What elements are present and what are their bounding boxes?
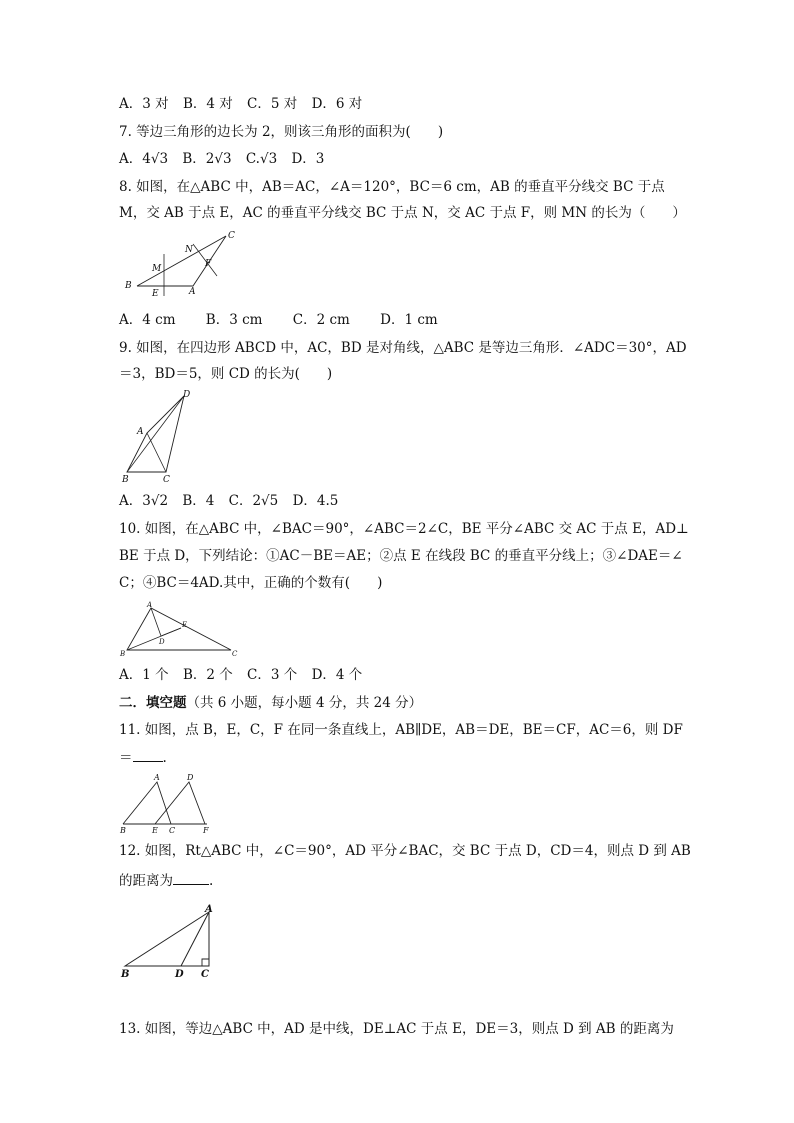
- q12-prefix: 的距离为: [119, 873, 173, 889]
- q7-option-a: A．4√3: [119, 151, 169, 167]
- q10-option-b: B．2 个: [182, 667, 233, 683]
- q6-option-a: A．3 对: [119, 96, 169, 112]
- q10-option-a: A．1 个: [119, 667, 169, 683]
- q8-option-b: B．3 cm: [205, 312, 263, 328]
- q7-option-b: B．2√3: [182, 151, 232, 167]
- q7-option-d: D．3: [291, 151, 325, 167]
- q13-stem-line1: 13. 如图，等边△ABC 中，AD 是中线，DE⊥AC 于点 E，DE＝3，则点 D 到 AB 的距离为: [119, 1021, 674, 1037]
- q12-label-b: B: [121, 969, 130, 980]
- q9-figure: [119, 388, 199, 484]
- q10-option-d: D．4 个: [311, 667, 363, 683]
- q8-label-b: B: [125, 281, 132, 291]
- q7-stem: 7. 等边三角形的边长为 2，则该三角形的面积为( ): [119, 124, 444, 140]
- q11-label-b: B: [120, 826, 126, 834]
- section-2-heading: [119, 694, 422, 712]
- section-2-title: 二．填空题: [119, 695, 187, 711]
- q8-label-f: F: [205, 259, 212, 269]
- q10-label-b: B: [120, 650, 126, 658]
- q9-label-b: B: [122, 475, 129, 484]
- q6-option-b: B．4 对: [182, 96, 233, 112]
- q10-label-c: C: [232, 650, 238, 658]
- q10-options: [119, 666, 372, 684]
- q8-label-e: E: [152, 289, 159, 299]
- q12-figure: [119, 904, 219, 980]
- q12-label-c: C: [201, 969, 209, 980]
- q9-stem-line1: 9. 如图，在四边形 ABCD 中，AC，BD 是对角线，△ABC 是等边三角形．∠ADC＝30°，AD: [119, 340, 687, 356]
- q9-option-a: A．3√2: [119, 493, 169, 509]
- q11-label-e: E: [152, 826, 158, 834]
- q10-label-e: E: [182, 621, 188, 629]
- q12-triangle: [125, 912, 209, 966]
- section-2-note: （共 6 小题，每小题 4 分，共 24 分）: [186, 695, 423, 711]
- q9-diagonal-ac: [147, 433, 166, 472]
- q11-label-c: C: [169, 826, 176, 834]
- q8-label-m: M: [152, 264, 162, 274]
- q9-stem-line2: ＝3，BD＝5，则 CD 的长为( ): [119, 366, 333, 382]
- q11-triangle-def: [155, 782, 205, 824]
- q11-stem-line1: 11. 如图，点 B，E，C，F 在同一条直线上，AB∥DE，AB＝DE，BE＝CF，AC＝6，则 DF: [119, 722, 683, 738]
- q12-label-a: A: [205, 904, 213, 915]
- q10-segment-de: [161, 628, 181, 636]
- q8-options: [119, 311, 448, 329]
- q8-option-c: C．2 cm: [292, 312, 350, 328]
- q11-answer-blank[interactable]: [133, 748, 163, 762]
- q9-label-d: D: [183, 390, 191, 400]
- q10-stem-line3: C；④BC＝4AD.其中，正确的个数有( ): [119, 575, 383, 591]
- q11-prefix: ＝: [119, 750, 133, 766]
- q6-option-c: C．5 对: [247, 96, 298, 112]
- q11-label-d: D: [187, 773, 194, 782]
- q8-figure: [119, 228, 239, 304]
- q11-label-f: F: [203, 826, 209, 834]
- q12-right-angle-mark: [202, 959, 209, 966]
- q11-triangle-abc: [123, 782, 171, 824]
- q9-option-d: D．4.5: [292, 493, 339, 509]
- q6-options: [119, 95, 372, 113]
- q8-stem-line1: 8. 如图，在△ABC 中，AB＝AC，∠A＝120°，BC＝6 cm，AB 的垂直平分线交 BC 于点: [119, 179, 665, 195]
- q8-label-c: C: [228, 231, 235, 241]
- q11-label-a: A: [154, 773, 160, 782]
- q10-label-a: A: [147, 601, 153, 609]
- q6-option-d: D．6 对: [311, 96, 363, 112]
- q10-figure: [119, 600, 244, 660]
- q8-stem-line2: M，交 AB 于点 E，AC 的垂直平分线交 BC 于点 N，交 AC 于点 F，则 MN 的长为（ ）: [119, 205, 686, 221]
- q9-label-c: C: [163, 475, 170, 484]
- q11-stem-line2: [119, 748, 167, 767]
- q10-stem-line2: BE 于点 D，下列结论：①AC－BE＝AE；②点 E 在线段 BC 的垂直平分线上；③∠DAE＝∠: [119, 548, 683, 564]
- q7-option-c: C.√3: [245, 151, 278, 167]
- q12-stem-line1: 12. 如图，Rt△ABC 中，∠C＝90°，AD 平分∠BAC，交 BC 于点 D，CD＝4，则点 D 到 AB: [119, 843, 691, 859]
- q11-suffix: .: [162, 750, 167, 766]
- q10-label-d: D: [159, 638, 165, 646]
- q9-label-a: A: [137, 427, 144, 437]
- q12-label-d: D: [175, 969, 184, 980]
- q10-option-c: C．3 个: [247, 667, 298, 683]
- q9-option-c: C．2√5: [228, 493, 279, 509]
- q7-options: [119, 150, 334, 168]
- q10-stem-line1: 10. 如图，在△ABC 中，∠BAC＝90°，∠ABC＝2∠C，BE 平分∠ABC 交 AC 于点 E，AD⊥: [119, 521, 689, 537]
- q8-label-n: N: [185, 245, 193, 255]
- q8-option-a: A．4 cm: [119, 312, 176, 328]
- q9-options: [119, 492, 348, 510]
- q8-option-d: D．1 cm: [380, 312, 438, 328]
- q12-suffix: .: [209, 873, 214, 889]
- q12-bisector-ad: [181, 912, 209, 966]
- q8-triangle: [137, 236, 226, 286]
- q11-figure: [119, 772, 214, 834]
- q12-stem-line2: [119, 871, 213, 890]
- q9-option-b: B．4: [182, 493, 215, 509]
- q12-answer-blank[interactable]: [173, 871, 209, 885]
- q8-label-a: A: [189, 287, 196, 297]
